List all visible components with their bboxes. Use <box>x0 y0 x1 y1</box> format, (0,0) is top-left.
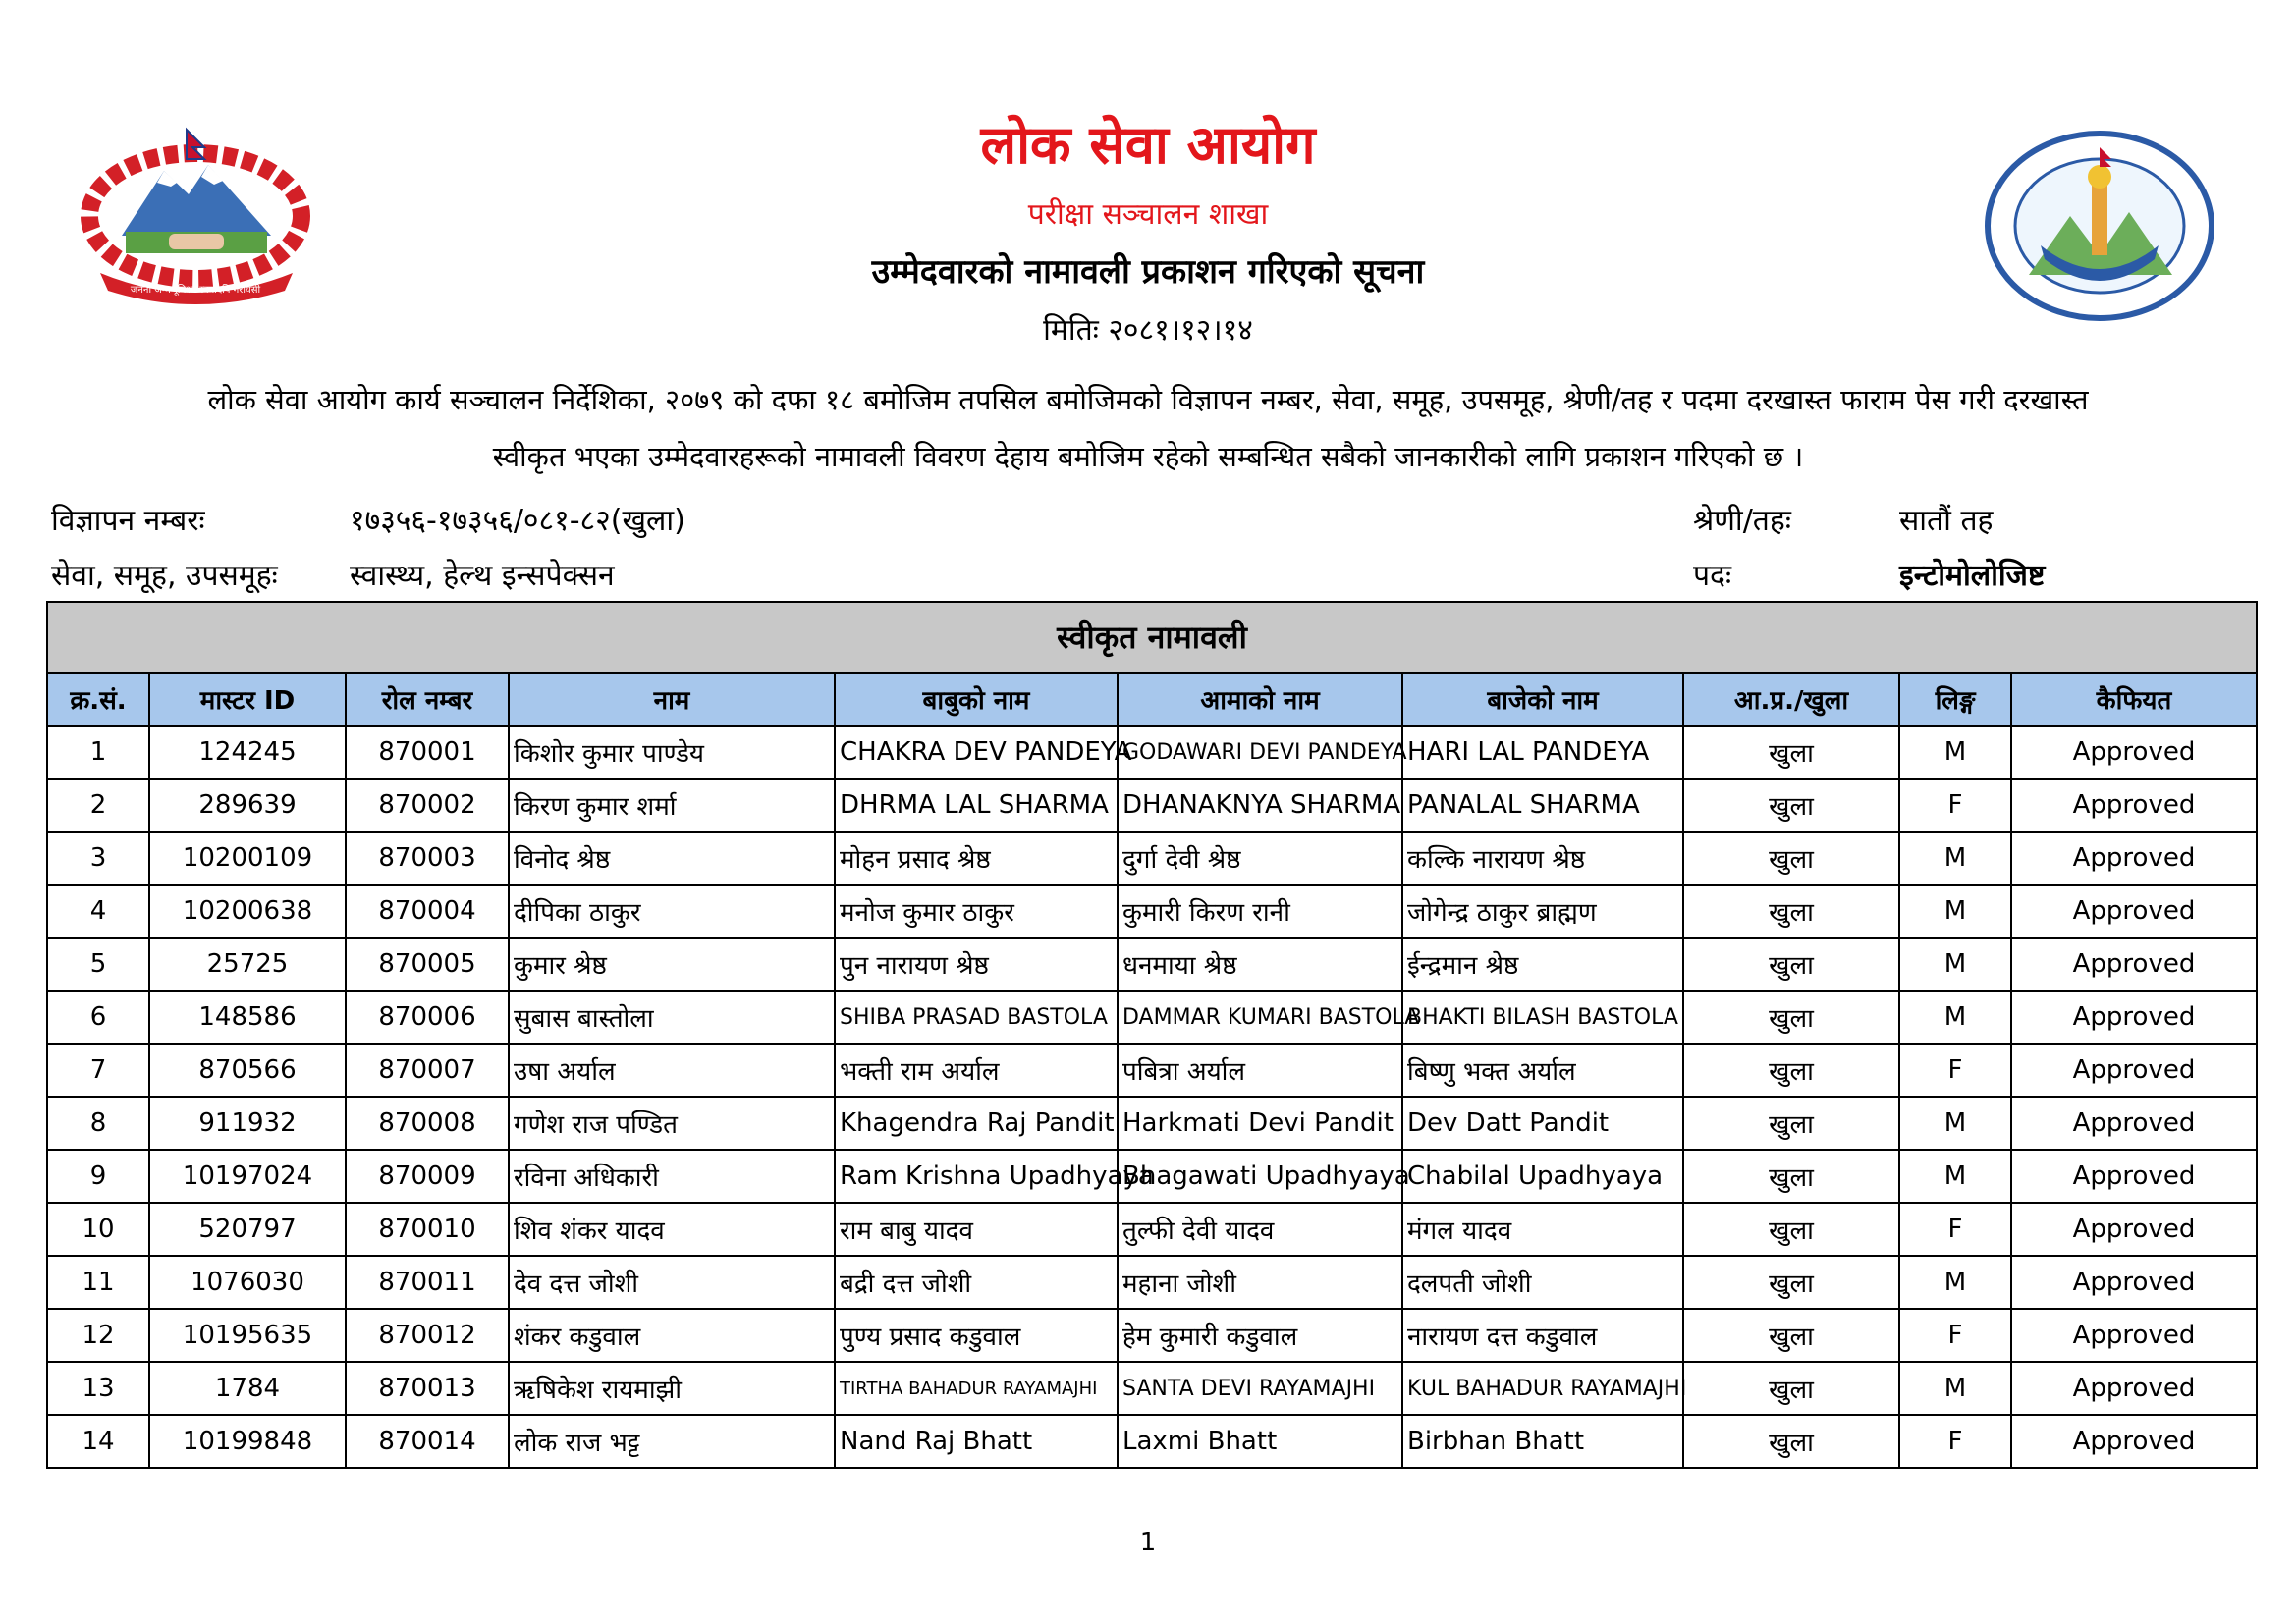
cell-father-name: DHRMA LAL SHARMA <box>835 779 1118 832</box>
cell-quota: खुला <box>1683 885 1899 938</box>
cell-father-name: मोहन प्रसाद श्रेष्ठ <box>835 832 1118 885</box>
cell-mother-name: कुमारी किरण रानी <box>1118 885 1402 938</box>
cell-grandfather-name: Birbhan Bhatt <box>1402 1415 1683 1468</box>
level-value: सातौं तह <box>1899 504 1994 538</box>
cell-remarks: Approved <box>2011 1362 2257 1415</box>
intro-line-1: लोक सेवा आयोग कार्य सञ्चालन निर्देशिका, २०७९ को दफा १८ बमोजिम तपसिल बमोजिमको विज्ञापन नम्बर, सेवा, समूह, उपसमूह, श्रेणी/तह र पदमा दरखास्त फाराम पेस गरी दरखास्त <box>207 383 2089 416</box>
col-header-remarks: कैफियत <box>2011 673 2257 726</box>
cell-father-name: CHAKRA DEV PANDEYA <box>835 726 1118 779</box>
cell-sn: 2 <box>47 779 149 832</box>
cell-roll-number: 870012 <box>346 1309 509 1362</box>
cell-mother-name: हेम कुमारी कडुवाल <box>1118 1309 1402 1362</box>
cell-name: उषा अर्याल <box>509 1044 835 1097</box>
cell-master-id: 870566 <box>149 1044 346 1097</box>
page-number: 1 <box>1139 1528 1157 1557</box>
cell-name: किरण कुमार शर्मा <box>509 779 835 832</box>
cell-mother-name: DAMMAR KUMARI BASTOLA <box>1118 991 1402 1044</box>
cell-father-name: SHIBA PRASAD BASTOLA <box>835 991 1118 1044</box>
cell-sn: 10 <box>47 1203 149 1256</box>
cell-master-id: 10197024 <box>149 1150 346 1203</box>
cell-master-id: 1076030 <box>149 1256 346 1309</box>
cell-name: देव दत्त जोशी <box>509 1256 835 1309</box>
cell-quota: खुला <box>1683 1309 1899 1362</box>
cell-remarks: Approved <box>2011 1256 2257 1309</box>
cell-gender: M <box>1899 991 2011 1044</box>
table-caption: स्वीकृत नामावली <box>46 601 2258 672</box>
cell-roll-number: 870004 <box>346 885 509 938</box>
cell-master-id: 124245 <box>149 726 346 779</box>
cell-father-name: भक्ती राम अर्याल <box>835 1044 1118 1097</box>
cell-mother-name: DHANAKNYA SHARMA <box>1118 779 1402 832</box>
cell-quota: खुला <box>1683 1415 1899 1468</box>
cell-master-id: 10200638 <box>149 885 346 938</box>
cell-roll-number: 870006 <box>346 991 509 1044</box>
cell-father-name: पुन नारायण श्रेष्ठ <box>835 938 1118 991</box>
cell-roll-number: 870002 <box>346 779 509 832</box>
cell-roll-number: 870003 <box>346 832 509 885</box>
cell-remarks: Approved <box>2011 1309 2257 1362</box>
cell-gender: F <box>1899 1415 2011 1468</box>
cell-master-id: 25725 <box>149 938 346 991</box>
cell-roll-number: 870008 <box>346 1097 509 1150</box>
col-header-name: नाम <box>509 673 835 726</box>
cell-roll-number: 870007 <box>346 1044 509 1097</box>
table-row <box>47 1415 2257 1468</box>
cell-father-name: बद्री दत्त जोशी <box>835 1256 1118 1309</box>
cell-sn: 11 <box>47 1256 149 1309</box>
post-value: इन्टोमोलोजिष्ट <box>1899 559 2046 593</box>
cell-master-id: 10199848 <box>149 1415 346 1468</box>
cell-roll-number: 870011 <box>346 1256 509 1309</box>
cell-sn: 3 <box>47 832 149 885</box>
cell-master-id: 10200109 <box>149 832 346 885</box>
col-header-father-name: बाबुको नाम <box>835 673 1118 726</box>
cell-remarks: Approved <box>2011 1044 2257 1097</box>
cell-gender: M <box>1899 726 2011 779</box>
cell-quota: खुला <box>1683 779 1899 832</box>
cell-father-name: Ram Krishna Upadhyaya <box>835 1150 1118 1203</box>
cell-roll-number: 870013 <box>346 1362 509 1415</box>
table-row <box>47 1256 2257 1309</box>
col-header-grandfather-name: बाजेको नाम <box>1402 673 1683 726</box>
cell-name: रविना अधिकारी <box>509 1150 835 1203</box>
cell-name: लोक राज भट्ट <box>509 1415 835 1468</box>
cell-remarks: Approved <box>2011 832 2257 885</box>
cell-remarks: Approved <box>2011 885 2257 938</box>
post-label: पदः <box>1693 559 1732 593</box>
cell-sn: 14 <box>47 1415 149 1468</box>
branch-name: परीक्षा सञ्चालन शाखा <box>1027 197 1269 232</box>
cell-grandfather-name: बिष्णु भक्त अर्याल <box>1402 1044 1683 1097</box>
table-row <box>47 885 2257 938</box>
cell-quota: खुला <box>1683 938 1899 991</box>
cell-master-id: 148586 <box>149 991 346 1044</box>
cell-remarks: Approved <box>2011 1150 2257 1203</box>
cell-name: ऋषिकेश रायमाझी <box>509 1362 835 1415</box>
cell-sn: 9 <box>47 1150 149 1203</box>
cell-gender: F <box>1899 1309 2011 1362</box>
cell-master-id: 520797 <box>149 1203 346 1256</box>
table-row <box>47 991 2257 1044</box>
cell-name: शिव शंकर यादव <box>509 1203 835 1256</box>
cell-master-id: 10195635 <box>149 1309 346 1362</box>
svg-text:जननी जन्मभूमिश्च स्वर्गादपि गर: जननी जन्मभूमिश्च स्वर्गादपि गरीयसी <box>130 285 261 296</box>
cell-quota: खुला <box>1683 1044 1899 1097</box>
cell-quota: खुला <box>1683 1362 1899 1415</box>
cell-sn: 13 <box>47 1362 149 1415</box>
cell-grandfather-name: दलपती जोशी <box>1402 1256 1683 1309</box>
cell-roll-number: 870010 <box>346 1203 509 1256</box>
cell-mother-name: पबित्रा अर्याल <box>1118 1044 1402 1097</box>
cell-sn: 12 <box>47 1309 149 1362</box>
cell-remarks: Approved <box>2011 779 2257 832</box>
org-title: लोक सेवा आयोग <box>980 114 1316 176</box>
table-row <box>47 1097 2257 1150</box>
cell-master-id: 289639 <box>149 779 346 832</box>
cell-gender: M <box>1899 938 2011 991</box>
cell-sn: 1 <box>47 726 149 779</box>
cell-quota: खुला <box>1683 1097 1899 1150</box>
service-value: स्वास्थ्य, हेल्थ इन्सपेक्सन <box>350 559 615 593</box>
col-header-quota: आ.प्र./खुला <box>1683 673 1899 726</box>
cell-gender: F <box>1899 779 2011 832</box>
cell-remarks: Approved <box>2011 1415 2257 1468</box>
col-header-master-id: मास्टर ID <box>149 673 346 726</box>
cell-grandfather-name: PANALAL SHARMA <box>1402 779 1683 832</box>
cell-quota: खुला <box>1683 1150 1899 1203</box>
cell-grandfather-name: HARI LAL PANDEYA <box>1402 726 1683 779</box>
cell-father-name: TIRTHA BAHADUR RAYAMAJHI <box>835 1362 1118 1415</box>
cell-mother-name: Laxmi Bhatt <box>1118 1415 1402 1468</box>
cell-roll-number: 870014 <box>346 1415 509 1468</box>
cell-quota: खुला <box>1683 1203 1899 1256</box>
cell-name: दीपिका ठाकुर <box>509 885 835 938</box>
cell-grandfather-name: ईन्द्रमान श्रेष्ठ <box>1402 938 1683 991</box>
col-header-roll-number: रोल नम्बर <box>346 673 509 726</box>
cell-remarks: Approved <box>2011 991 2257 1044</box>
cell-grandfather-name: Chabilal Upadhyaya <box>1402 1150 1683 1203</box>
cell-grandfather-name: BHAKTI BILASH BASTOLA <box>1402 991 1683 1044</box>
cell-mother-name: तुल्फी देवी यादव <box>1118 1203 1402 1256</box>
cell-name: कुमार श्रेष्ठ <box>509 938 835 991</box>
table-row <box>47 1203 2257 1256</box>
cell-mother-name: Harkmati Devi Pandit <box>1118 1097 1402 1150</box>
table-row <box>47 1044 2257 1097</box>
table-row <box>47 938 2257 991</box>
cell-father-name: Nand Raj Bhatt <box>835 1415 1118 1468</box>
cell-mother-name: Bhagawati Upadhyaya <box>1118 1150 1402 1203</box>
ad-number-label: विज्ञापन नम्बरः <box>51 504 205 538</box>
cell-quota: खुला <box>1683 991 1899 1044</box>
cell-name: गणेश राज पण्डित <box>509 1097 835 1150</box>
cell-mother-name: SANTA DEVI RAYAMAJHI <box>1118 1362 1402 1415</box>
cell-remarks: Approved <box>2011 1203 2257 1256</box>
cell-gender: M <box>1899 1256 2011 1309</box>
cell-gender: M <box>1899 1150 2011 1203</box>
table-row <box>47 832 2257 885</box>
cell-gender: M <box>1899 1362 2011 1415</box>
service-label: सेवा, समूह, उपसमूहः <box>51 559 278 593</box>
candidate-table <box>46 601 2258 1469</box>
cell-grandfather-name: कल्कि नारायण श्रेष्ठ <box>1402 832 1683 885</box>
cell-name: शंकर कडुवाल <box>509 1309 835 1362</box>
cell-grandfather-name: मंगल यादव <box>1402 1203 1683 1256</box>
cell-sn: 5 <box>47 938 149 991</box>
col-header-sn: क्र.सं. <box>47 673 149 726</box>
table-row <box>47 1150 2257 1203</box>
cell-mother-name: महाना जोशी <box>1118 1256 1402 1309</box>
table-row <box>47 779 2257 832</box>
intro-paragraph <box>79 371 2217 485</box>
cell-mother-name: दुर्गा देवी श्रेष्ठ <box>1118 832 1402 885</box>
col-header-gender: लिङ्ग <box>1899 673 2011 726</box>
cell-name: किशोर कुमार पाण्डेय <box>509 726 835 779</box>
cell-gender: F <box>1899 1044 2011 1097</box>
cell-father-name: राम बाबु यादव <box>835 1203 1118 1256</box>
cell-father-name: मनोज कुमार ठाकुर <box>835 885 1118 938</box>
cell-master-id: 1784 <box>149 1362 346 1415</box>
cell-mother-name: GODAWARI DEVI PANDEYA <box>1118 726 1402 779</box>
cell-grandfather-name: जोगेन्द्र ठाकुर ब्राह्मण <box>1402 885 1683 938</box>
cell-gender: M <box>1899 885 2011 938</box>
cell-sn: 8 <box>47 1097 149 1150</box>
cell-quota: खुला <box>1683 726 1899 779</box>
cell-grandfather-name: Dev Datt Pandit <box>1402 1097 1683 1150</box>
table-row <box>47 1362 2257 1415</box>
intro-line-2: स्वीकृत भएका उम्मेदवारहरूको नामावली विवरण देहाय बमोजिम रहेको सम्बन्धित सबैको जानकारीको लागि प्रकाशन गरिएको छ । <box>492 440 1804 473</box>
cell-father-name: Khagendra Raj Pandit <box>835 1097 1118 1150</box>
notice-date: मितिः २०८१।१२।१४ <box>1043 313 1253 348</box>
cell-father-name: पुण्य प्रसाद कडुवाल <box>835 1309 1118 1362</box>
cell-gender: M <box>1899 1097 2011 1150</box>
cell-master-id: 911932 <box>149 1097 346 1150</box>
cell-mother-name: धनमाया श्रेष्ठ <box>1118 938 1402 991</box>
cell-roll-number: 870001 <box>346 726 509 779</box>
cell-remarks: Approved <box>2011 726 2257 779</box>
cell-grandfather-name: नारायण दत्त कडुवाल <box>1402 1309 1683 1362</box>
cell-remarks: Approved <box>2011 938 2257 991</box>
cell-sn: 7 <box>47 1044 149 1097</box>
table-row <box>47 726 2257 779</box>
cell-grandfather-name: KUL BAHADUR RAYAMAJHI <box>1402 1362 1683 1415</box>
cell-name: विनोद श्रेष्ठ <box>509 832 835 885</box>
cell-sn: 6 <box>47 991 149 1044</box>
cell-name: सुबास बास्तोला <box>509 991 835 1044</box>
ad-number-value: १७३५६-१७३५६/०८१-८२(खुला) <box>350 504 685 538</box>
cell-quota: खुला <box>1683 832 1899 885</box>
cell-quota: खुला <box>1683 1256 1899 1309</box>
table-header-row <box>47 673 2257 726</box>
cell-remarks: Approved <box>2011 1097 2257 1150</box>
col-header-mother-name: आमाको नाम <box>1118 673 1402 726</box>
cell-sn: 4 <box>47 885 149 938</box>
level-label: श्रेणी/तहः <box>1693 504 1791 538</box>
notice-title: उम्मेदवारको नामावली प्रकाशन गरिएको सूचना <box>871 252 1425 292</box>
table-row <box>47 1309 2257 1362</box>
cell-gender: F <box>1899 1203 2011 1256</box>
cell-roll-number: 870005 <box>346 938 509 991</box>
cell-roll-number: 870009 <box>346 1150 509 1203</box>
cell-gender: M <box>1899 832 2011 885</box>
